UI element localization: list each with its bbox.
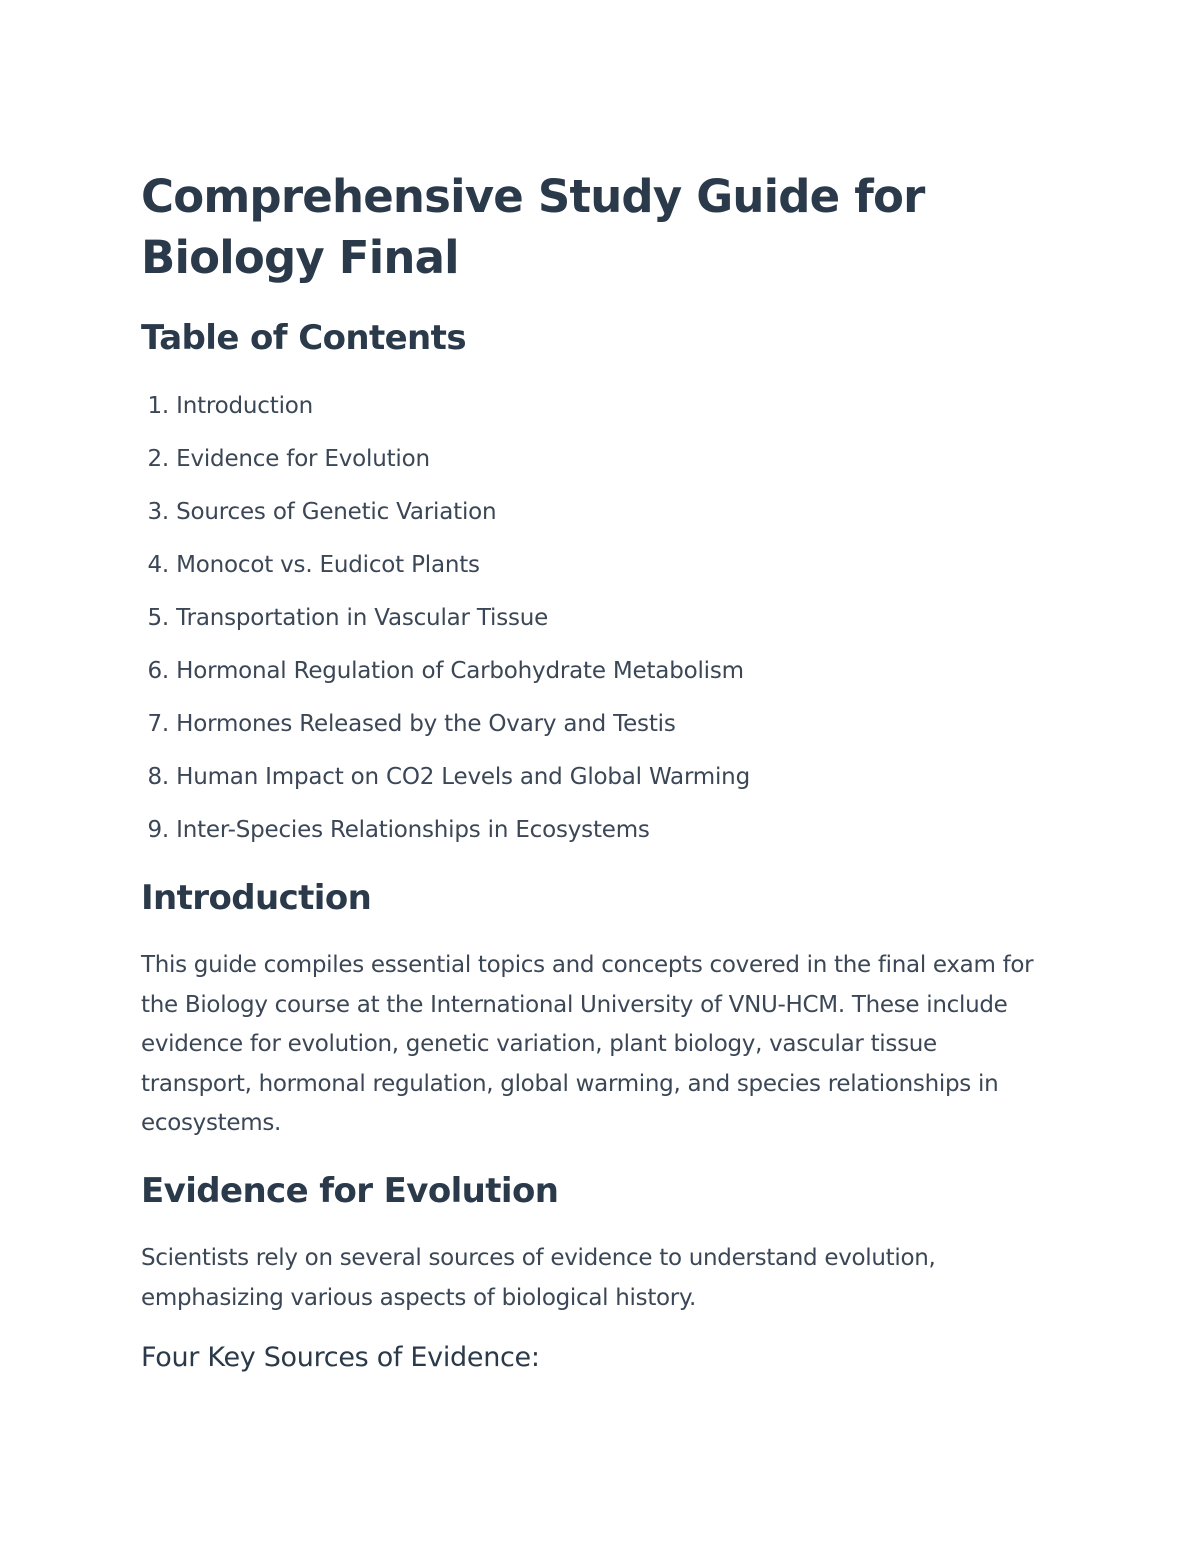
evidence-paragraph: Scientists rely on several sources of evidence to understand evolution, emphasizing various aspects of biological history. [141, 1245, 936, 1311]
key-sources-subheading: Four Key Sources of Evidence: [141, 1342, 540, 1373]
toc-item-label: Inter-Species Relationships in Ecosystems [176, 817, 650, 843]
toc-list [141, 388, 750, 865]
toc-item-number: 9. [147, 817, 169, 843]
toc-item-ovary-testis-hormones[interactable] [141, 706, 750, 759]
toc-item-evidence-for-evolution[interactable] [141, 441, 750, 494]
toc-item-vascular-transport[interactable] [141, 600, 750, 653]
toc-item-label: Hormones Released by the Ovary and Testis [176, 711, 676, 737]
document-title: Comprehensive Study Guide for Biology Final [141, 170, 925, 284]
toc-heading: Table of Contents [141, 318, 466, 358]
toc-item-number: 8. [147, 764, 169, 790]
toc-item-number: 5. [147, 605, 169, 631]
toc-item-genetic-variation[interactable] [141, 494, 750, 547]
toc-item-number: 2. [147, 446, 169, 472]
toc-item-label: Human Impact on CO2 Levels and Global Warming [176, 764, 750, 790]
toc-item-number: 6. [147, 658, 169, 684]
introduction-paragraph: This guide compiles essential topics and concepts covered in the final exam for the Biology course at the International University of VNU-HCM. These include evidence for evolution, genetic variation, plant biology, vascular tissue transport, hormonal regulation, global warming, and species relationships in ecosystems. [141, 952, 1034, 1137]
toc-item-label: Transportation in Vascular Tissue [176, 605, 549, 631]
introduction-heading: Introduction [141, 878, 372, 918]
toc-item-co2-global-warming[interactable] [141, 759, 750, 812]
toc-item-label: Monocot vs. Eudicot Plants [176, 552, 480, 578]
toc-item-number: 3. [147, 499, 169, 525]
toc-item-label: Evidence for Evolution [176, 446, 430, 472]
toc-item-label: Hormonal Regulation of Carbohydrate Metabolism [176, 658, 744, 684]
toc-item-label: Introduction [176, 393, 314, 419]
toc-item-introduction[interactable] [141, 388, 750, 441]
toc-item-number: 1. [147, 393, 169, 419]
toc-item-species-relationships[interactable] [141, 812, 750, 865]
toc-item-number: 7. [147, 711, 169, 737]
toc-item-monocot-eudicot[interactable] [141, 547, 750, 600]
toc-item-hormonal-regulation[interactable] [141, 653, 750, 706]
toc-item-label: Sources of Genetic Variation [176, 499, 497, 525]
toc-item-number: 4. [147, 552, 169, 578]
evidence-heading: Evidence for Evolution [141, 1171, 559, 1211]
